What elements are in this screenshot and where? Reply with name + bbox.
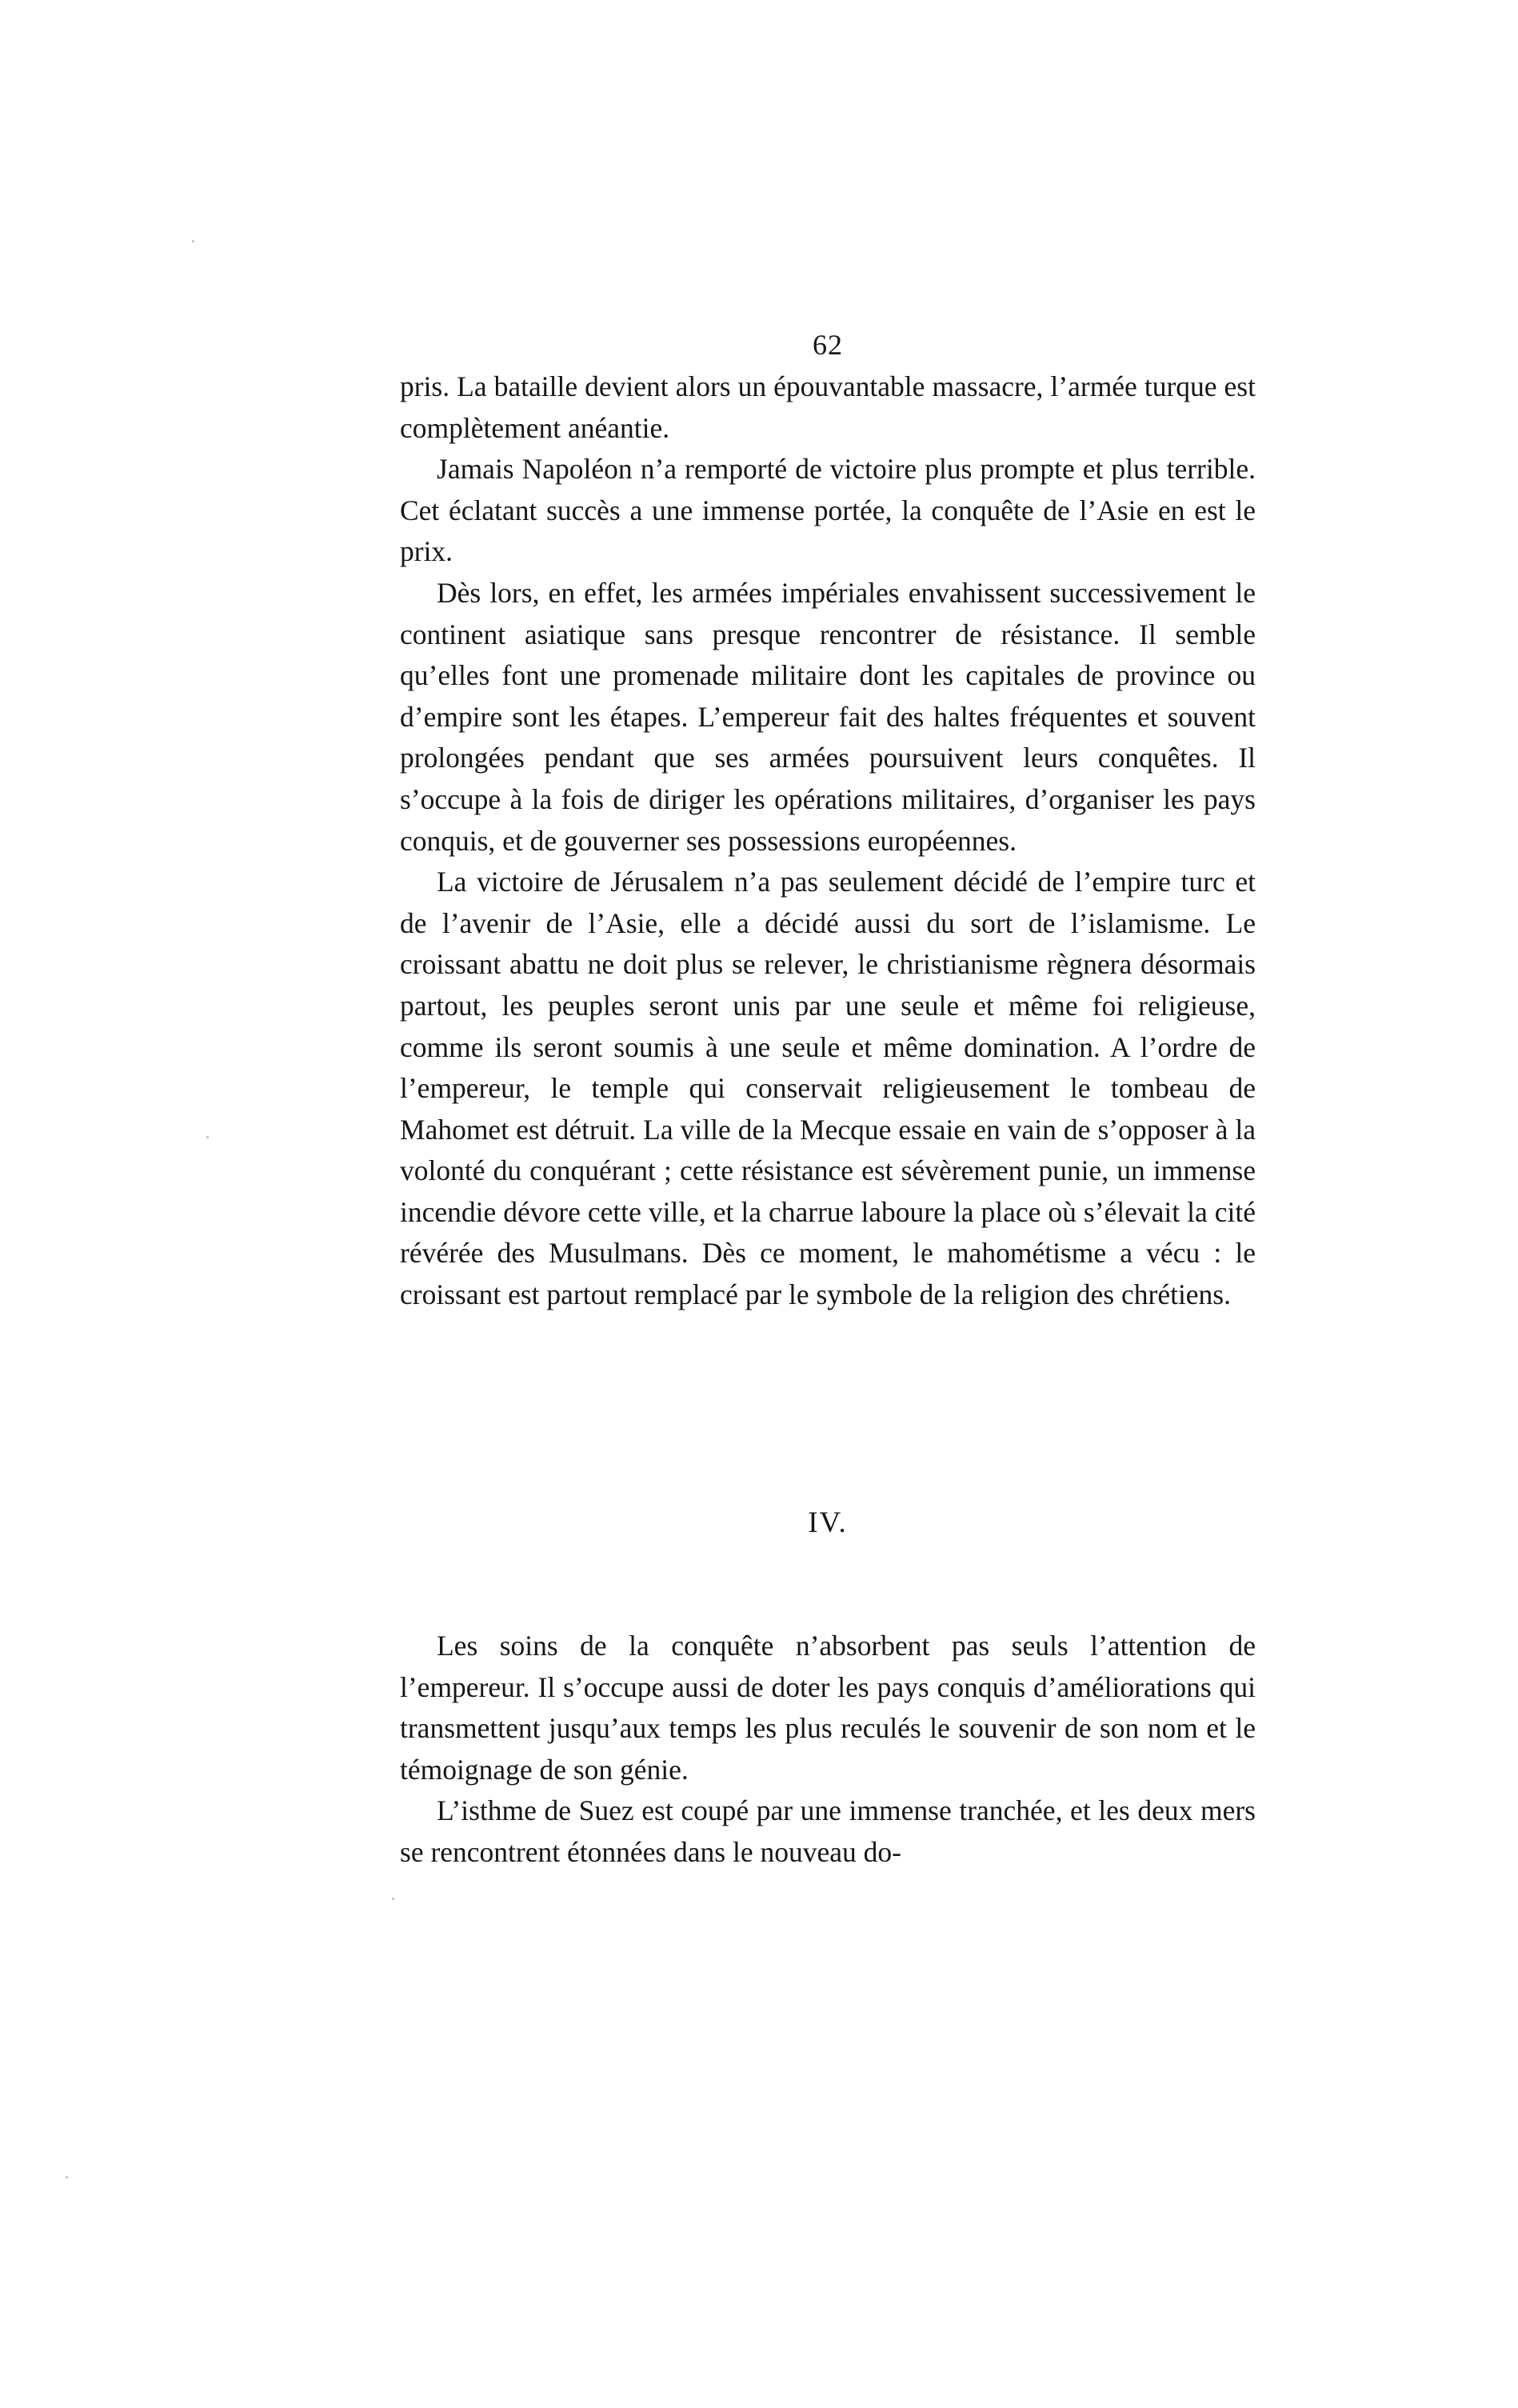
paragraph: Jamais Napoléon n’a remporté de victoire plus prompte et plus terrible. Cet éclatant succès a une immense portée, la conquête de l’Asie en est le prix.	[400, 453, 1256, 568]
text-block-after-heading	[400, 1626, 1256, 1874]
scan-speck	[192, 240, 194, 242]
paragraph: Les soins de la conquête n’absorbent pas seuls l’attention de l’empereur. Il s’occupe aussi de doter les pays conquis d’améliorations qui transmettent jusqu’aux temps les plus reculés le souvenir de son nom et le témoignage de son génie.	[400, 1630, 1256, 1786]
paragraph: pris. La bataille devient alors un épouvantable massacre, l’armée turque est complètement anéantie.	[400, 370, 1256, 444]
scan-speck	[392, 1898, 394, 1900]
paragraph: Dès lors, en effet, les armées impériales envahissent successivement le continent asiatique sans presque rencontrer de résistance. Il semble qu’elles font une promenade militaire dont les capitales de province ou d’empire sont les étapes. L’empereur fait des haltes fréquentes et souvent prolongées pendant que ses armées poursuivent leurs conquêtes. Il s’occupe à la fois de diriger les opérations militaires, d’organiser les pays conquis, et de gouverner ses possessions européennes.	[400, 576, 1256, 857]
scan-speck	[206, 1136, 209, 1138]
section-heading: IV.	[808, 1506, 848, 1539]
text-block-before-heading	[400, 366, 1256, 1316]
book-page	[400, 0, 1256, 2408]
page-number: 62	[813, 329, 843, 361]
scan-speck	[66, 2176, 68, 2178]
paragraph: L’isthme de Suez est coupé par une immense tranchée, et les deux mers se rencontrent étonnées dans le nouveau do-	[400, 1794, 1256, 1868]
paragraph: La victoire de Jérusalem n’a pas seulement décidé de l’empire turc et de l’avenir de l’Asie, elle a décidé aussi du sort de l’islamisme. Le croissant abattu ne doit plus se relever, le christianisme règnera désormais partout, les peuples seront unis par une seule et même foi religieuse, comme ils seront soumis à une seule et même domination. A l’ordre de l’empereur, le temple qui conservait religieusement le tombeau de Mahomet est détruit. La ville de la Mecque essaie en vain de s’opposer à la volonté du conquérant ; cette résistance est sévèrement punie, un immense incendie dévore cette ville, et la charrue laboure la place où s’élevait la cité révérée des Musulmans. Dès ce moment, le mahométisme a vécu : le croissant est partout remplacé par le symbole de la religion des chrétiens.	[400, 866, 1256, 1311]
